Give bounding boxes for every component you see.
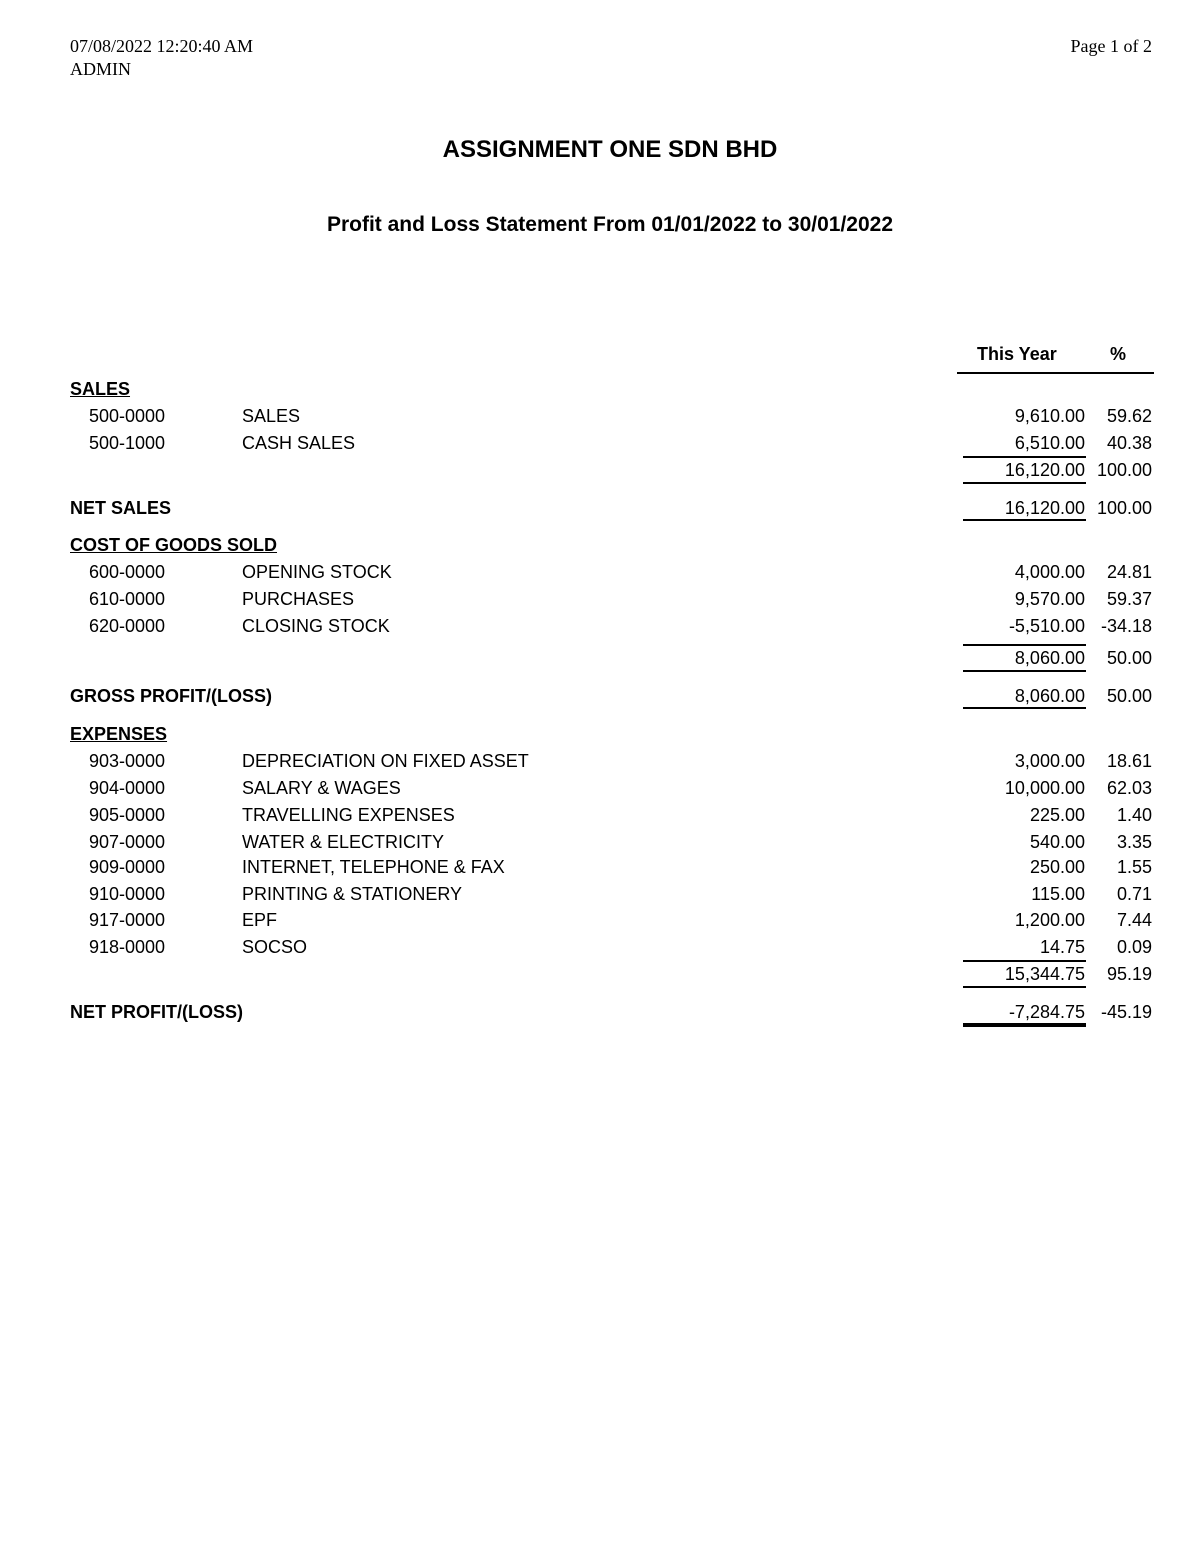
- account-code: 909-0000: [89, 857, 166, 877]
- account-code: 905-0000: [89, 805, 166, 825]
- account-description: TRAVELLING EXPENSES: [242, 805, 455, 825]
- percent: 1.55: [1116, 857, 1152, 877]
- section-heading-cogs: COST OF GOODS SOLD: [70, 535, 278, 555]
- percent: -34.18: [1100, 616, 1152, 636]
- percent: 59.62: [1106, 406, 1152, 426]
- amount: 14.75: [1039, 937, 1085, 957]
- account-code: 500-1000: [89, 433, 166, 453]
- account-code: 910-0000: [89, 884, 166, 904]
- percent: 24.81: [1106, 562, 1152, 582]
- account-description: SALARY & WAGES: [242, 778, 401, 798]
- amount: 9,570.00: [1014, 589, 1085, 609]
- account-code: 610-0000: [89, 589, 166, 609]
- account-description: SALES: [242, 406, 301, 426]
- account-description: DEPRECIATION ON FIXED ASSET: [242, 751, 529, 771]
- expenses-subtotal-amount: 15,344.75: [1004, 964, 1085, 984]
- header-rule: [957, 372, 1154, 374]
- page-number: Page 1 of 2: [1070, 36, 1152, 56]
- account-code: 904-0000: [89, 778, 166, 798]
- amount: 9,610.00: [1014, 406, 1085, 426]
- gross-profit-amount: 8,060.00: [1014, 686, 1085, 706]
- column-header-this-year: This Year: [977, 344, 1057, 364]
- section-heading-sales: SALES: [70, 379, 131, 399]
- account-code: 600-0000: [89, 562, 166, 582]
- amount: 250.00: [1029, 857, 1085, 877]
- account-code: 918-0000: [89, 937, 166, 957]
- account-description: CASH SALES: [242, 433, 356, 453]
- expenses-subtotal-percent: 95.19: [1106, 964, 1152, 984]
- subtotal-rule: [963, 960, 1086, 962]
- net-profit-double-rule: [963, 1023, 1086, 1027]
- net-profit-label: NET PROFIT/(LOSS): [70, 1002, 243, 1022]
- column-header-percent: %: [1110, 344, 1127, 364]
- subtotal-rule: [963, 644, 1086, 646]
- percent: 3.35: [1116, 832, 1152, 852]
- account-description: OPENING STOCK: [242, 562, 392, 582]
- print-datetime: 07/08/2022 12:20:40 AM: [70, 36, 254, 56]
- percent: 40.38: [1106, 433, 1152, 453]
- amount: -5,510.00: [1008, 616, 1085, 636]
- net-sales-label: NET SALES: [70, 498, 172, 518]
- net-profit-percent: -45.19: [1100, 1002, 1152, 1022]
- account-code: 903-0000: [89, 751, 166, 771]
- amount: 540.00: [1029, 832, 1085, 852]
- net-sales-percent: 100.00: [1096, 498, 1152, 518]
- cogs-subtotal-percent: 50.00: [1106, 648, 1152, 668]
- subtotal-underline: [963, 986, 1086, 988]
- account-description: WATER & ELECTRICITY: [242, 832, 445, 852]
- subtotal-underline: [963, 670, 1086, 672]
- subtotal-rule: [963, 456, 1086, 458]
- sales-subtotal-percent: 100.00: [1096, 460, 1152, 480]
- amount: 1,200.00: [1014, 910, 1085, 930]
- amount: 4,000.00: [1014, 562, 1085, 582]
- account-description: CLOSING STOCK: [242, 616, 390, 636]
- percent: 1.40: [1116, 805, 1152, 825]
- net-sales-rule: [963, 519, 1086, 521]
- gross-profit-rule: [963, 707, 1086, 709]
- gross-profit-percent: 50.00: [1106, 686, 1152, 706]
- net-sales-amount: 16,120.00: [1004, 498, 1085, 518]
- account-description: PRINTING & STATIONERY: [242, 884, 463, 904]
- amount: 225.00: [1029, 805, 1085, 825]
- account-description: PURCHASES: [242, 589, 355, 609]
- sales-subtotal-amount: 16,120.00: [1004, 460, 1085, 480]
- report-title: Profit and Loss Statement From 01/01/2022 to 30/01/2022: [326, 213, 894, 236]
- cogs-subtotal-amount: 8,060.00: [1014, 648, 1085, 668]
- percent: 7.44: [1116, 910, 1152, 930]
- account-description: INTERNET, TELEPHONE & FAX: [242, 857, 505, 877]
- percent: 18.61: [1106, 751, 1152, 771]
- amount: 3,000.00: [1014, 751, 1085, 771]
- percent: 0.09: [1116, 937, 1152, 957]
- print-user: ADMIN: [70, 59, 131, 79]
- account-code: 907-0000: [89, 832, 166, 852]
- amount: 6,510.00: [1014, 433, 1085, 453]
- company-name: ASSIGNMENT ONE SDN BHD: [442, 136, 778, 163]
- percent: 59.37: [1106, 589, 1152, 609]
- account-code: 500-0000: [89, 406, 166, 426]
- gross-profit-label: GROSS PROFIT/(LOSS): [70, 686, 273, 706]
- account-description: EPF: [242, 910, 278, 930]
- percent: 62.03: [1106, 778, 1152, 798]
- account-description: SOCSO: [242, 937, 308, 957]
- amount: 115.00: [1031, 884, 1085, 904]
- amount: 10,000.00: [1004, 778, 1085, 798]
- percent: 0.71: [1116, 884, 1152, 904]
- account-code: 620-0000: [89, 616, 166, 636]
- account-code: 917-0000: [89, 910, 166, 930]
- subtotal-underline: [963, 482, 1086, 484]
- section-heading-expenses: EXPENSES: [70, 724, 168, 744]
- net-profit-amount: -7,284.75: [1008, 1002, 1085, 1022]
